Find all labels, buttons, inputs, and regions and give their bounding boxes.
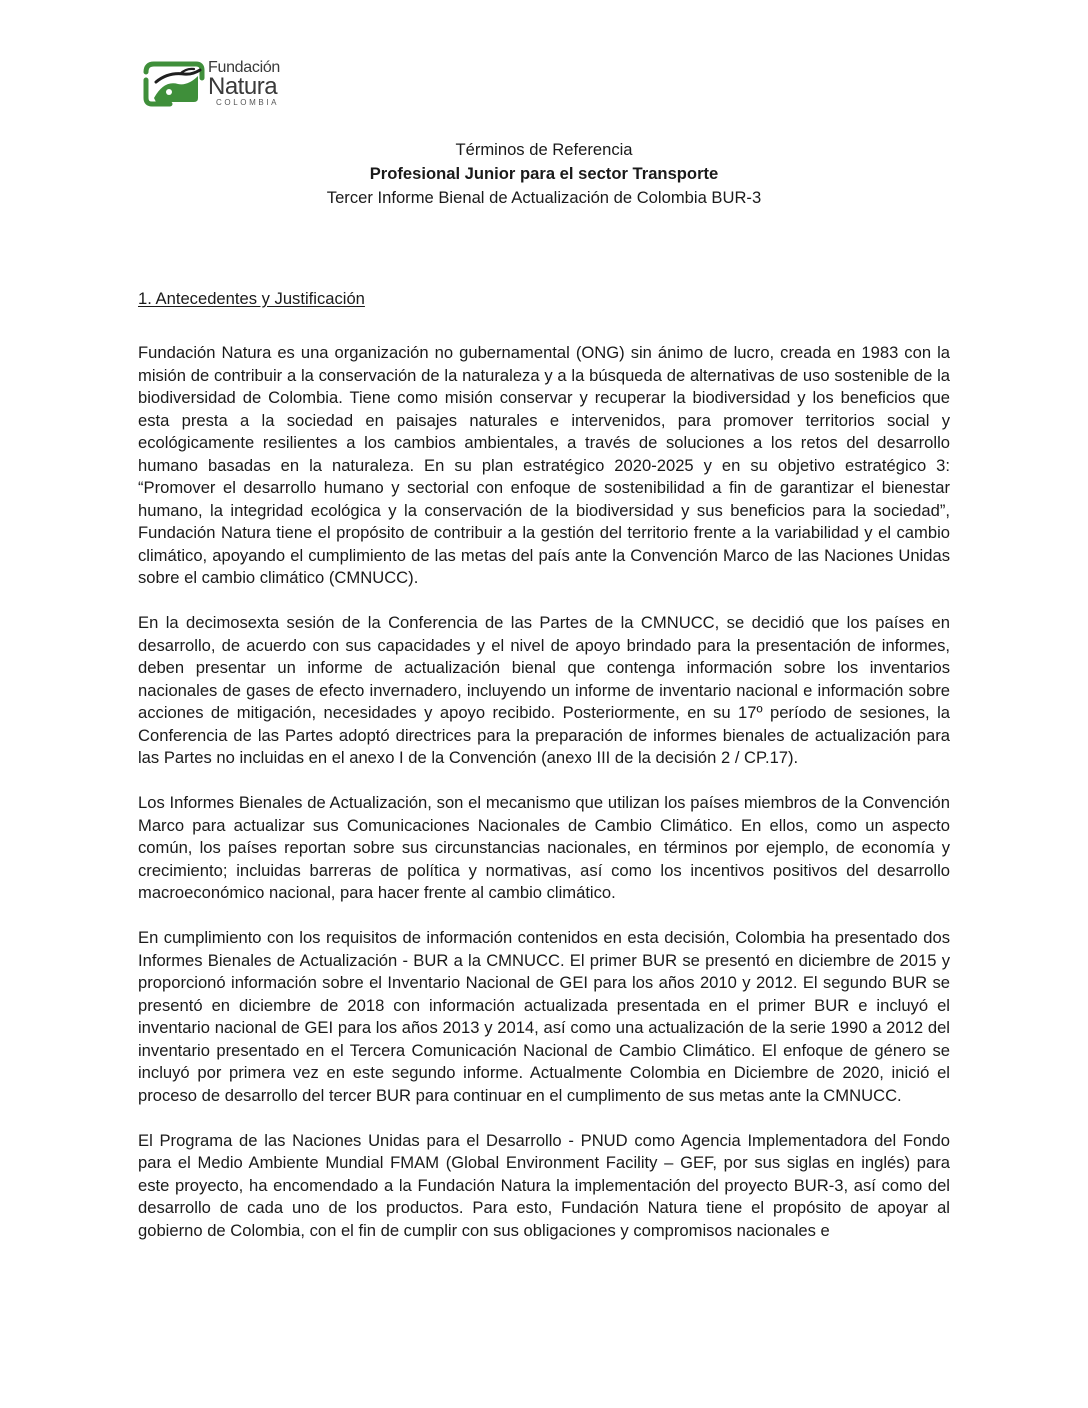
paragraph: El Programa de las Naciones Unidas para el Desarrollo - PNUD como Agencia Implementadora del Fondo para el Medio Ambiente Mundial FMAM (Global Environment Facility – GEF, por sus siglas en inglés) para este proyecto, ha encomendado a la Fundación Natura la implementación del proyecto BUR-3, así como del desarrollo de cada uno de los productos. Para esto, Fundación Natura tiene el propósito de apoyar al gobierno de Colombia, con el fin de cumplir con sus obligaciones y compromisos nacionales e bbox=[138, 1130, 950, 1240]
fundacion-natura-logo bbox=[140, 58, 290, 114]
title-line-1: Términos de Referencia bbox=[455, 140, 633, 159]
title-line-2: Profesional Junior para el sector Transporte bbox=[369, 164, 719, 183]
paragraph: En la decimosexta sesión de la Conferencia de las Partes de la CMNUCC, se decidió que los países en desarrollo, de acuerdo con sus capacidades y el nivel de apoyo brindado para la presentación de informes, deben presentar un informe de actualización bienal que contenga información sobre los inventarios nacionales de gases de efecto invernadero, incluyendo un informe de inventario nacional e información sobre acciones de mitigación, necesidades y apoyo recibido. Posteriormente, en su 17º período de sesiones, la Conferencia de las Partes adoptó directrices para la preparación de informes bienales de actualización para las Partes no incluidas en el anexo I de la Convención (anexo III de la decisión 2 / CP.17). bbox=[138, 613, 950, 767]
paragraph: En cumplimiento con los requisitos de información contenidos en esta decisión, Colombia ha presentado dos Informes Bienales de Actualización - BUR a la CMNUCC. El primer BUR se presentó en diciembre de 2015 y proporcionó información sobre el Inventario Nacional de GEI para los años 2010 y 2012. El segundo BUR se presentó en diciembre de 2018 con información actualizada presentada en el primer BUR e incluyó el inventario nacional de GEI para los años 2013 y 2014, así como una actualización de la serie 1990 a 2012 del inventario presentado en el Tercera Comunicación Nacional de Cambio Climático. El enfoque de género se incluyó por primera vez en este segundo informe. Actualmente Colombia en Diciembre de 2020, inició el proceso de desarrollo del tercer BUR para continuar en el cumplimento de sus metas ante la CMNUCC. bbox=[138, 928, 950, 1105]
section-heading: 1. Antecedentes y Justificación bbox=[138, 289, 365, 308]
logo-line-fundacion: Fundación bbox=[208, 59, 281, 76]
body-text bbox=[138, 342, 950, 1265]
document-title-block bbox=[0, 138, 1088, 210]
title-line-3: Tercer Informe Bienal de Actualización de Colombia BUR-3 bbox=[326, 188, 762, 207]
logo-wordmark bbox=[208, 60, 298, 108]
logo-line-colombia: COLOMBIA bbox=[216, 98, 280, 107]
paragraph: Los Informes Bienales de Actualización, son el mecanismo que utilizan los países miembros de la Convención Marco para actualizar sus Comunicaciones Nacionales de Cambio Climático. En ellos, como un aspecto común, los países reportan sobre sus circunstancias nacionales, en términos por ejemplo, de economía y crecimiento; incluidas barreras de política y normativas, así como los incentivos positivos del desarrollo macroeconómico nacional, para hacer frente al cambio climático. bbox=[138, 793, 950, 902]
paragraph: Fundación Natura es una organización no gubernamental (ONG) sin ánimo de lucro, creada en 1983 con la misión de contribuir a la conservación de la naturaleza y a la búsqueda de alternativas de uso sostenible de la biodiversidad de Colombia. Tiene como misión conservar y recuperar la biodiversidad y los beneficios que esta presta a la sociedad en paisajes naturales e intervenidos, para promover territorios social y ecológicamente resilientes a los cambios ambientales, a través de soluciones a los retos del desarrollo humano basadas en la naturaleza. En su plan estratégico 2020-2025 y en su objetivo estratégico 3: “Promover el desarrollo humano y sectorial con enfoque de sostenibilidad a fin de garantizar el bienestar humano, la integridad ecológica y la conservación de la biodiversidad y sus beneficios para la sociedad”, Fundación Natura tiene el propósito de contribuir a la gestión del territorio frente a la variabilidad y el cambio climático, apoyando el cumplimiento de las metas del país ante la Convención Marco de las Naciones Unidas sobre el cambio climático (CMNUCC). bbox=[138, 343, 950, 587]
logo-emblem-icon bbox=[140, 58, 206, 110]
logo-line-natura: Natura bbox=[208, 73, 278, 100]
